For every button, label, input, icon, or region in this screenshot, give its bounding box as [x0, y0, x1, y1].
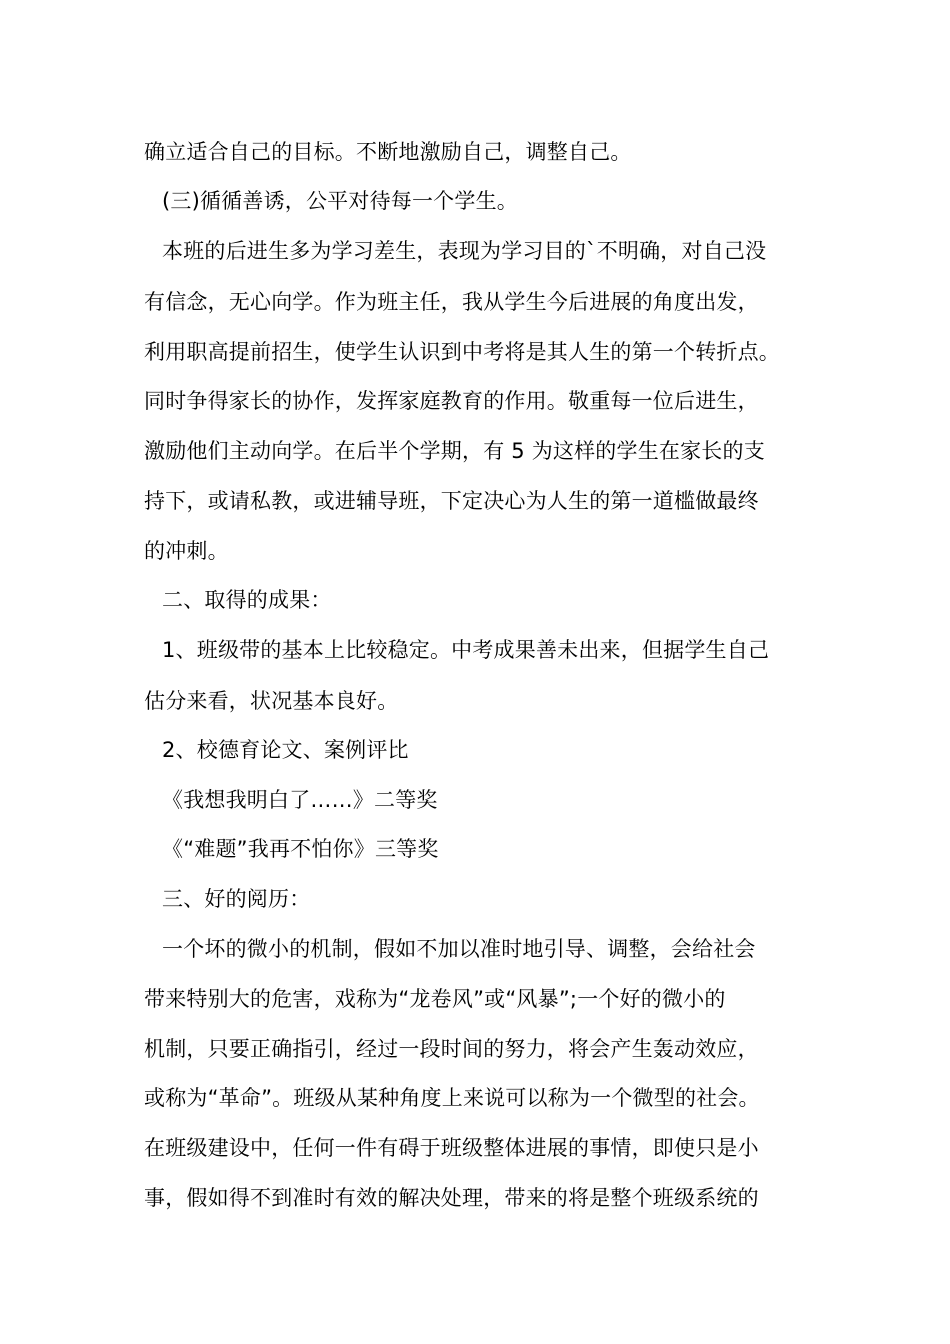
- text-line: 机制，只要正确指引，经过一段时间的努力，将会产生轰动效应，: [144, 1037, 759, 1061]
- text-line: 激励他们主动向学。在后半个学期，有 5 为这样的学生在家长的支: [144, 439, 765, 463]
- award-item: 《我想我明白了……》二等奖: [162, 788, 438, 812]
- text-line: (三)循循善诱，公平对待每一个学生。: [162, 189, 518, 213]
- text-line: 或称为“革命”。班级从某种角度上来说可以称为一个微型的社会。: [144, 1086, 760, 1110]
- section-heading: 二、取得的成果：: [162, 588, 332, 612]
- text-line: 在班级建设中，任何一件有碍于班级整体进展的事情，即使只是小: [144, 1136, 759, 1160]
- section-heading: 三、好的阅历：: [162, 887, 311, 911]
- text-line: 确立适合自己的目标。不断地激励自己，调整自己。: [144, 140, 632, 164]
- text-line: 有信念，无心向学。作为班主任，我从学生今后进展的角度出发，: [144, 290, 759, 314]
- text-line: 利用职高提前招生，使学生认识到中考将是其人生的第一个转折点。: [144, 340, 780, 364]
- text-line: 1、班级带的基本上比较稳定。中考成果善未出来，但据学生自己: [162, 638, 770, 662]
- text-line: 事，假如得不到准时有效的解决处理，带来的将是整个班级系统的: [144, 1186, 759, 1210]
- text-line: 2、校德育论文、案例评比: [162, 738, 409, 762]
- text-line: 的冲刺。: [144, 539, 229, 563]
- text-line: 同时争得家长的协作，发挥家庭教育的作用。敬重每一位后进生，: [144, 389, 759, 413]
- text-line: 本班的后进生多为学习差生，表现为学习目的`不明确，对自己没: [162, 239, 767, 263]
- text-line: 估分来看，状况基本良好。: [144, 689, 399, 713]
- text-line: 一个坏的微小的机制，假如不加以准时地引导、调整，会给社会: [162, 937, 756, 961]
- text-line: 带来特别大的危害，戏称为“龙卷风”或“风暴”;一个好的微小的: [144, 987, 726, 1011]
- award-item: 《“难题”我再不怕你》三等奖: [162, 837, 439, 861]
- text-line: 持下，或请私教，或进辅导班，下定决心为人生的第一道槛做最终: [144, 489, 759, 513]
